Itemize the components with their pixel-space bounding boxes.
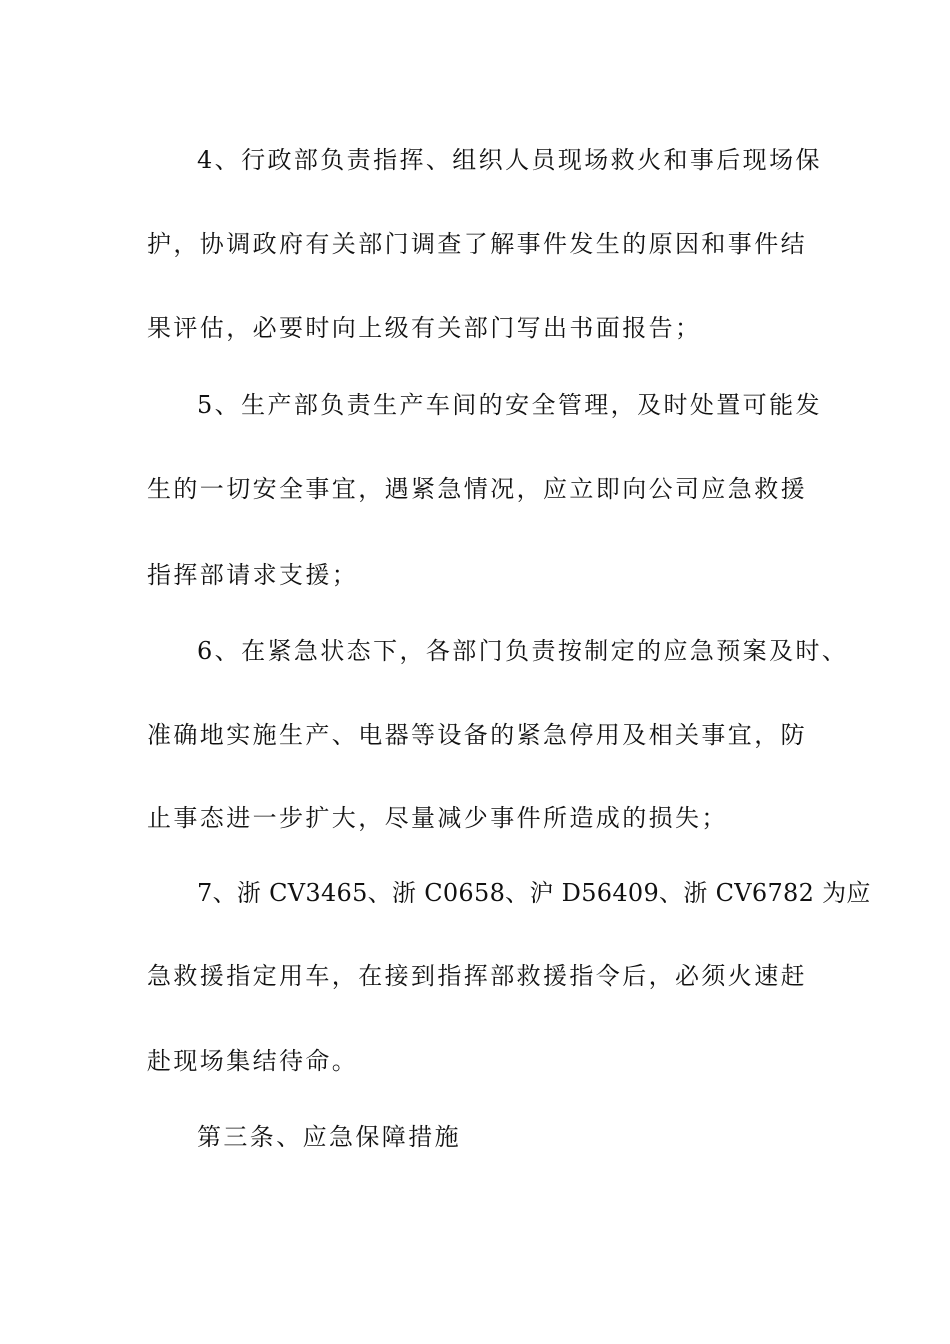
paragraph-7-line-3: 赴现场集结待命。 xyxy=(147,1047,359,1075)
paragraph-4-line-3: 果评估，必要时向上级有关部门写出书面报告； xyxy=(147,314,702,342)
paragraph-6-line-2: 准确地实施生产、电器等设备的紧急停用及相关事宜，防 xyxy=(147,721,807,749)
paragraph-6-line-1: 6、在紧急状态下，各部门负责按制定的应急预案及时、 xyxy=(197,637,849,665)
paragraph-4-line-1: 4、行政部负责指挥、组织人员现场救火和事后现场保 xyxy=(197,146,822,174)
section-heading: 第三条、应急保障措施 xyxy=(197,1123,461,1151)
paragraph-6-line-3: 止事态进一步扩大，尽量减少事件所造成的损失； xyxy=(147,804,728,832)
paragraph-5-line-2: 生的一切安全事宜，遇紧急情况，应立即向公司应急救援 xyxy=(147,475,807,503)
paragraph-7-line-2: 急救援指定用车，在接到指挥部救援指令后，必须火速赶 xyxy=(147,962,807,990)
paragraph-7-line-1: 7、浙 CV3465、浙 C0658、沪 D56409、浙 CV6782 为应 xyxy=(197,879,871,907)
paragraph-5-line-1: 5、生产部负责生产车间的安全管理，及时处置可能发 xyxy=(197,391,822,419)
paragraph-4-line-2: 护，协调政府有关部门调查了解事件发生的原因和事件结 xyxy=(147,230,807,258)
paragraph-5-line-3: 指挥部请求支援； xyxy=(147,561,359,589)
